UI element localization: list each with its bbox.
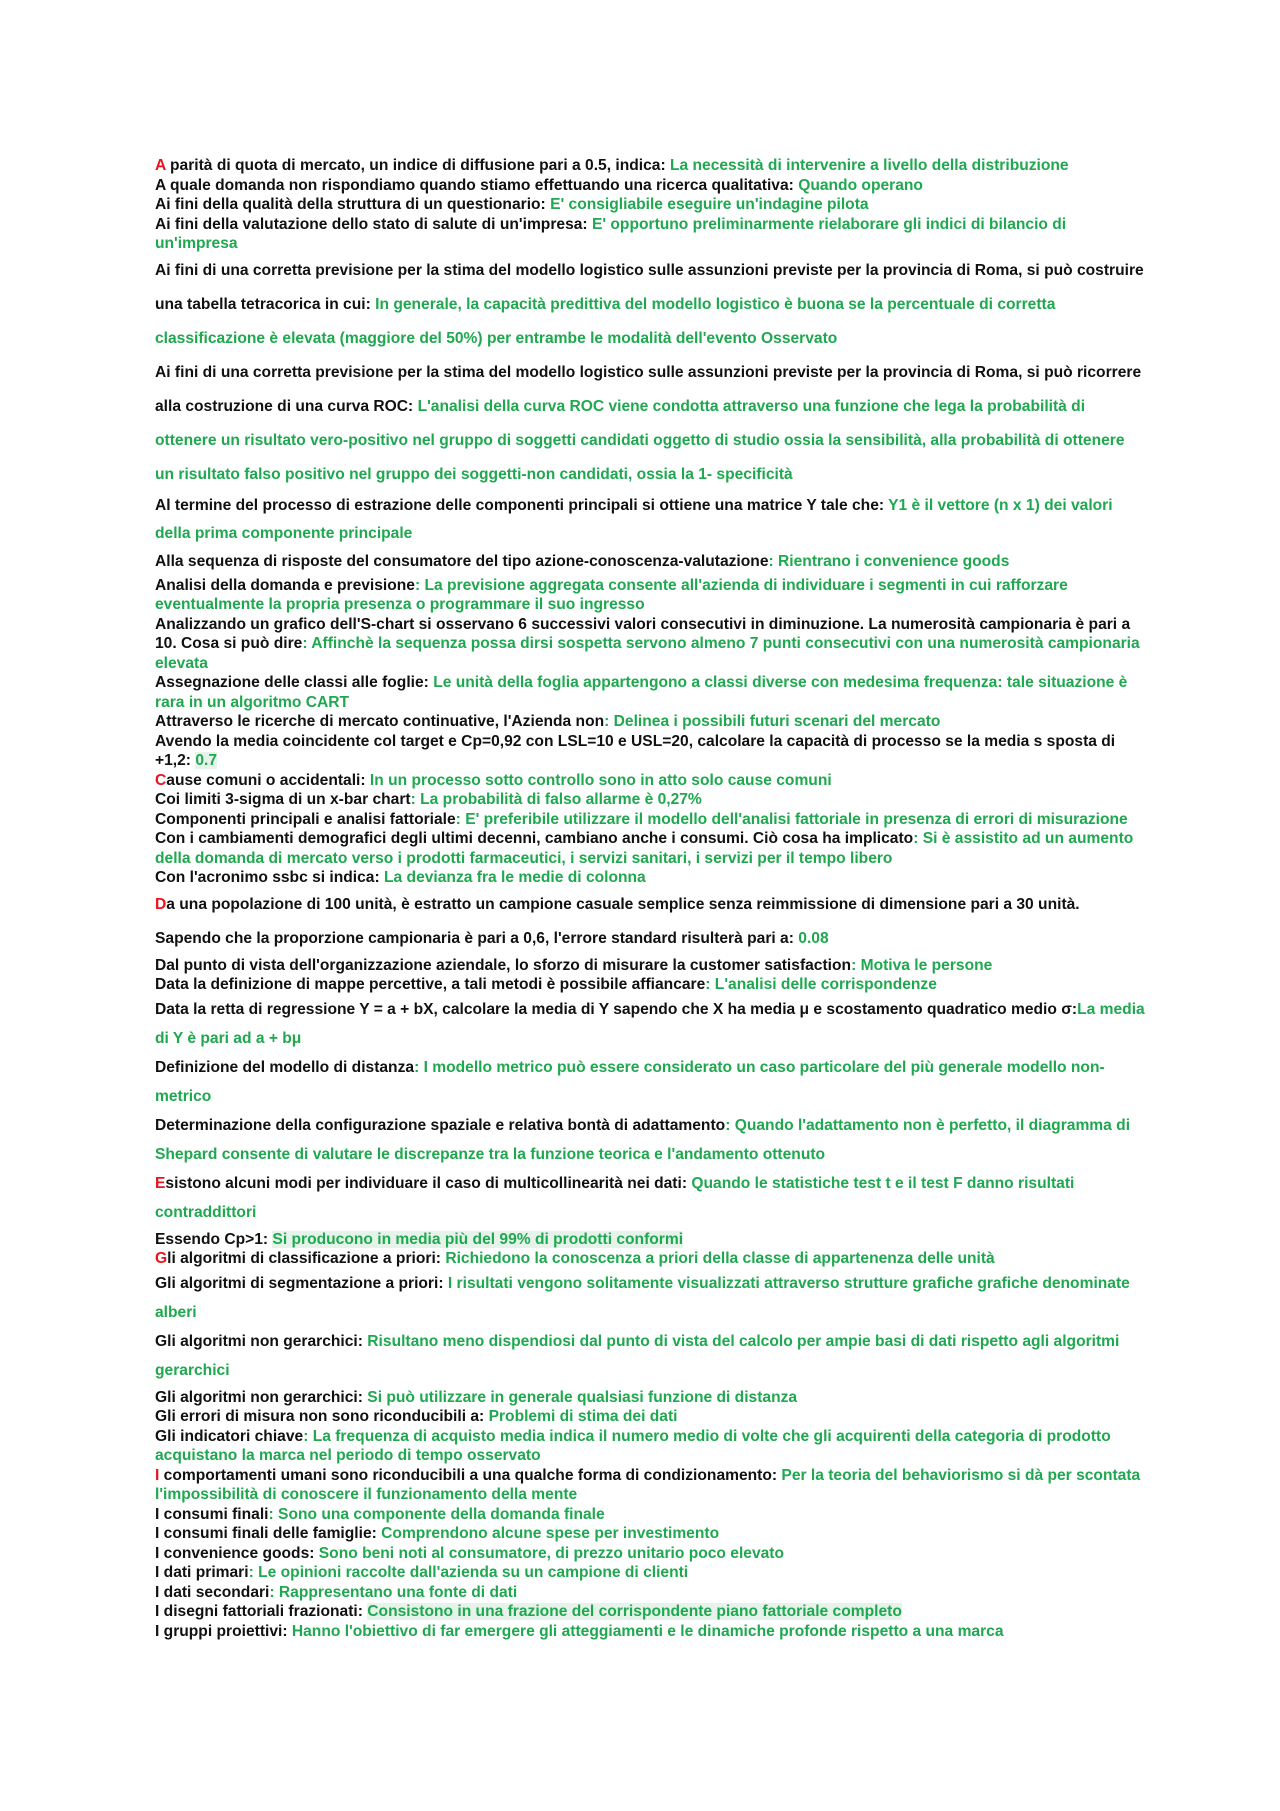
qa-entry [155,1466,1145,1505]
question-text: I convenience goods: [155,1544,319,1562]
answer-text: 0.08 [798,929,829,947]
question-text: Gli algoritmi di segmentazione a priori: [155,1274,448,1292]
answer-text: : Le opinioni raccolte dall'azienda su un campione di clienti [248,1564,689,1581]
entry-initial: G [155,1250,168,1267]
document-body [155,156,1145,1641]
question-text: Essendo Cp>1: [155,1230,273,1248]
answer-text: : E' preferibile utilizzare il modello dell'analisi fattoriale in presenza di errori di misurazione [455,810,1128,828]
answer-text: L'analisi della curva ROC viene condotta attraverso una funzione che lega la probabilità di ottenere un risultato vero-positivo nel gruppo di soggetti candidati oggetto di studio ossia la sensibilità, alla probabilità di ottenere un risultato falso positivo nel gruppo dei soggetti-non candidati, ossia la 1- specificità [155,397,1125,483]
question-text: Analisi della domanda e previsione [155,576,415,594]
answer-text: : La frequenza di acquisto media indica il numero medio di volte che gli acquirenti della categoria di prodotto acquistano la marca nel periodo di tempo osservato [155,1427,1111,1464]
answer-text: In generale, la capacità predittiva del modello logistico è buona se la percentuale di corretta classificazione è elevata (maggiore del 50%) per entrambe le modalità dell'evento Osservato [155,295,1056,347]
answer-text: Comprendono alcune spese per investimento [381,1525,720,1542]
answer-text: : Quando l'adattamento non è perfetto, il diagramma di Shepard consente di valutare le discrepanze tra la funzione teorica e l'andamento ottenuto [155,1116,1131,1163]
question-text: parità di quota di mercato, un indice di diffusione pari a 0.5, indica: [165,157,670,174]
qa-entry [155,615,1145,674]
qa-entry [155,1563,1145,1583]
question-text: Con l'acronimo ssbc si indica: [155,869,385,886]
qa-entry [155,829,1145,868]
qa-entry [155,1230,1145,1250]
question-text: Avendo la media coincidente col target e Cp=0,92 con LSL=10 e USL=20, calcolare la capacità di processo se la media s sposta di +1,2: [155,732,1116,769]
question-text: Definizione del modello di distanza [155,1058,415,1076]
answer-text: Si può utilizzare in generale qualsiasi funzione di distanza [367,1388,798,1406]
qa-entry [155,1388,1145,1408]
question-text: Dal punto di vista dell'organizzazione aziendale, lo sforzo di misurare la customer satisfaction [155,956,852,974]
question-text: Determinazione della configurazione spaziale e relativa bontà di adattamento [155,1116,726,1134]
qa-entry [155,215,1145,254]
qa-entry [155,868,1145,888]
answer-text: Quando le statistiche test t e il test F danno risultati contraddittori [155,1174,1075,1221]
answer-text: Y1 è il vettore (n x 1) dei valori della prima componente principale [155,496,1113,542]
answer-text: La devianza fra le medie di colonna [384,869,646,886]
question-text: I dati primari [155,1564,249,1581]
answer-text: Richiedono la conoscenza a priori della classe di appartenenza delle unità [445,1250,995,1267]
question-text: Coi limiti 3-sigma di un x-bar chart [155,791,411,808]
answer-text: Risultano meno dispendiosi dal punto di vista del calcolo per ampie basi di dati rispetto agli algoritmi gerarchici [155,1332,1120,1379]
answer-text: Le unità della foglia appartengono a classi diverse con medesima frequenza: tale situazione è rara in un algoritmo CART [155,674,1128,711]
question-text: Alla sequenza di risposte del consumatore del tipo azione-conoscenza-valutazione [155,552,769,570]
question-text: Ai fini della qualità della struttura di un questionario: [155,196,551,213]
qa-entry [155,156,1145,176]
answer-text: Problemi di stima dei dati [488,1408,678,1425]
qa-entry [155,790,1145,810]
question-text: Ai fini di una corretta previsione per la stima del modello logistico sulle assunzioni previste per la provincia di Roma, si può ricorrere alla costruzione di una curva ROC: [155,363,1142,415]
answer-text: E' opportuno preliminarmente rielaborare gli indici di bilancio di un'impresa [155,215,1067,252]
answer-text: : Rappresentano una fonte di dati [269,1583,518,1601]
entry-initial: D [155,895,167,913]
qa-entry [155,254,1145,356]
qa-entry [155,956,1145,976]
question-text: Ai fini della valutazione dello stato di salute di un'impresa: [155,215,592,233]
qa-entry [155,975,1145,995]
question-text: Ai fini di una corretta previsione per la stima del modello logistico sulle assunzioni previste per la provincia di Roma, si può costruire una tabella tetracorica in cui: [155,261,1144,313]
answer-text: 0.7 [195,752,217,769]
qa-entry [155,1269,1145,1327]
question-text: Al termine del processo di estrazione delle componenti principali si ottiene una matrice Y tale che: [155,496,889,514]
qa-entry [155,1407,1145,1427]
answer-text: : Rientrano i convenience goods [768,552,1010,570]
answer-text: Quando operano [798,176,923,194]
answer-text: : La probabilità di falso allarme è 0,27% [410,791,702,808]
answer-text: : L'analisi delle corrispondenze [705,976,937,993]
question-text: I consumi finali [155,1505,269,1523]
answer-text: Si producono in media più del 99% di prodotti conformi [272,1230,684,1248]
answer-text: : Delinea i possibili futuri scenari del mercato [604,713,941,730]
qa-entry [155,1169,1145,1227]
question-text: Con i cambiamenti demografici degli ultimi decenni, cambiano anche i consumi. Ciò cosa ha implicato [155,830,914,847]
answer-text: Hanno l'obiettivo di far emergere gli atteggiamenti e le dinamiche profonde rispetto a una marca [291,1622,1004,1640]
qa-entry [155,771,1145,791]
question-text: Gli errori di misura non sono riconducibili a: [155,1408,489,1425]
qa-entry [155,176,1145,196]
qa-entry [155,492,1145,548]
question-text: Gli algoritmi non gerarchici: [155,1332,368,1350]
question-text: Componenti principali e analisi fattoriale [155,810,456,828]
answer-text: I risultati vengono solitamente visualizzati attraverso strutture grafiche grafiche denominate alberi [155,1274,1130,1321]
qa-entry [155,548,1145,576]
qa-entry [155,732,1145,771]
question-text: A quale domanda non rispondiamo quando stiamo effettuando una ricerca qualitativa: [155,176,799,194]
answer-text: : Motiva le persone [851,956,993,974]
question-text: Analizzando un grafico dell'S-chart si osservano 6 successivi valori consecutivi in diminuzione. La numerosità campionaria è pari a 10. Cosa si può dire [155,615,1131,652]
entry-initial: I [155,1466,160,1484]
question-text: I disegni fattoriali frazionati: [155,1603,368,1620]
question-text: Gli algoritmi non gerarchici: [155,1388,368,1406]
question-text: I consumi finali delle famiglie: [155,1525,382,1542]
qa-entry [155,712,1145,732]
qa-entry [155,356,1145,492]
question-text: Assegnazione delle classi alle foglie: [155,674,434,691]
answer-text: Sono beni noti al consumatore, di prezzo unitario poco elevato [318,1544,785,1562]
entry-initial: A [155,157,166,174]
question-text: sistono alcuni modi per individuare il caso di multicollinearità nei dati: [165,1174,692,1192]
qa-entry [155,810,1145,830]
answer-text: La media di Y è pari ad a + bμ [155,1000,1145,1047]
question-text: li algoritmi di classificazione a priori: [167,1250,446,1267]
qa-entry [155,1505,1145,1525]
qa-entry [155,1524,1145,1544]
answer-text: In un processo sotto controllo sono in atto solo cause comuni [369,771,832,789]
qa-entry [155,1622,1145,1642]
qa-entry [155,1053,1145,1111]
answer-text: E' consigliabile eseguire un'indagine pilota [550,196,869,213]
question-text: Data la definizione di mappe percettive, a tali metodi è possibile affiancare [155,976,706,993]
answer-text: Consistono in una frazione del corrispondente piano fattoriale completo [367,1603,902,1620]
qa-entry [155,1583,1145,1603]
question-text: Attraverso le ricerche di mercato continuative, l'Azienda non [155,713,605,730]
qa-entry [155,673,1145,712]
answer-text: Per la teoria del behaviorismo si dà per scontata l'impossibilità di conoscere il funzionamento della mente [155,1466,1141,1503]
qa-entry [155,1602,1145,1622]
qa-entry [155,995,1145,1053]
answer-text: : La previsione aggregata consente all'azienda di individuare i segmenti in cui rafforzare eventualmente la propria presenza o programmare il suo ingresso [155,576,1068,613]
question-text: ause comuni o accidentali: [166,771,370,789]
answer-text: La necessità di intervenire a livello della distribuzione [669,157,1069,174]
question-text: a una popolazione di 100 unità, è estratto un campione casuale semplice senza reimmissione di dimensione pari a 30 unità. Sapendo che la proporzione campionaria è pari a 0,6, l'errore standard risulterà pari a: [155,895,1080,947]
qa-entry [155,1544,1145,1564]
question-text: Data la retta di regressione Y = a + bX, calcolare la media di Y sapendo che X ha media μ e scostamento quadratico medio σ: [155,1000,1078,1018]
question-text: comportamenti umani sono riconducibili a una qualche forma di condizionamento: [159,1466,782,1484]
question-text: I dati secondari [155,1583,270,1601]
qa-entry [155,1249,1145,1269]
entry-initial: C [155,771,167,789]
question-text: Gli indicatori chiave [155,1427,304,1445]
answer-text: : Affinchè la sequenza possa dirsi sospetta servono almeno 7 punti consecutivi con una numerosità campionaria elevata [155,635,1140,672]
qa-entry [155,1427,1145,1466]
qa-entry [155,576,1145,615]
qa-entry [155,888,1145,956]
qa-entry [155,1327,1145,1385]
qa-entry [155,195,1145,215]
question-text: I gruppi proiettivi: [155,1622,292,1640]
answer-text: : Si è assistito ad un aumento della domanda di mercato verso i prodotti farmaceutici, i servizi sanitari, i servizi per il tempo libero [155,830,1134,867]
answer-text: : Sono una componente della domanda finale [268,1505,605,1523]
qa-entry [155,1111,1145,1169]
entry-initial: E [155,1174,166,1192]
answer-text: : I modello metrico può essere considerato un caso particolare del più generale modello non-metrico [155,1058,1105,1105]
